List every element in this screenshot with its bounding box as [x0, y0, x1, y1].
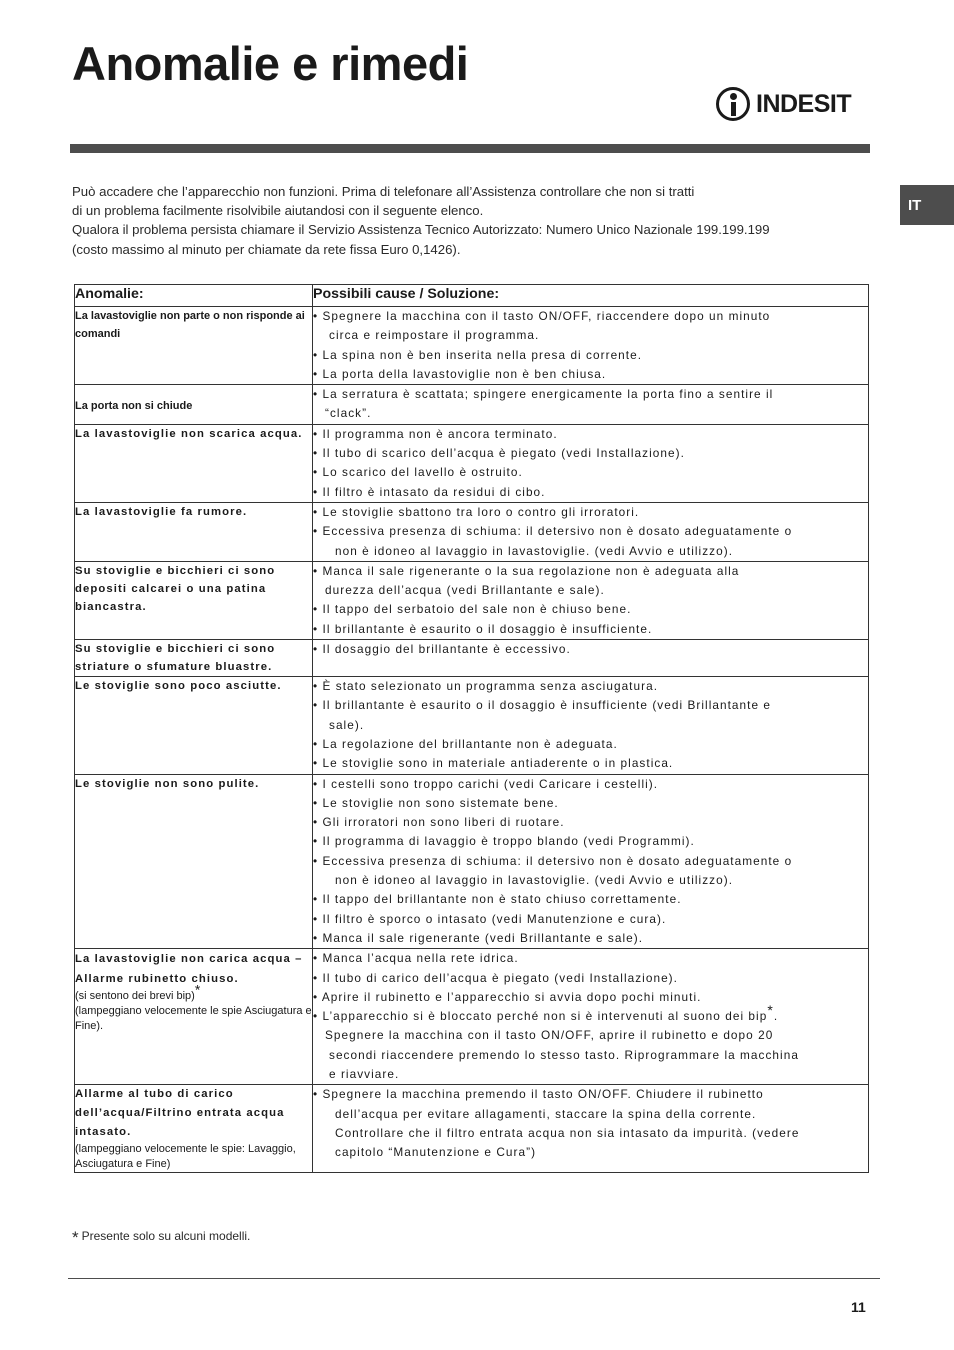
solution-line: • La regolazione del brillantante non è adeguata. [313, 736, 618, 751]
anomaly-note-text: (si sentono dei brevi bip) [75, 990, 195, 1003]
header-anomalie: Anomalie: [75, 285, 313, 307]
solution-line: • Le stoviglie sbattono tra loro o contro gli irroratori. [313, 504, 640, 519]
asterisk-mark: * [767, 1002, 774, 1019]
footnote-asterisk: * [72, 1228, 79, 1247]
anomaly-note: (lampeggiano velocemente le spie: Lavaggio, Asciugatura e Fine) [75, 1143, 296, 1171]
solution-line: • La serratura è scattata; spingere energicamente la porta fino a sentire il [313, 387, 774, 402]
solution-line: dell’acqua per evitare allagamenti, staccare la spina della corrente. [335, 1106, 757, 1121]
solution-line: • Gli irroratori non sono liberi di ruotare. [313, 815, 565, 830]
intro-line: Qualora il problema persista chiamare il Servizio Assistenza Tecnico Autorizzato: Numero Unico Nazionale 199.199.199 [72, 222, 770, 238]
anomaly-cell [75, 677, 313, 774]
solution-line: non è idoneo al lavaggio in lavastoviglie. (vedi Avvio e utilizzo). [335, 873, 734, 888]
solution-line: • La spina non è ben inserita nella presa di corrente. [313, 347, 643, 362]
solution-cell [313, 424, 869, 502]
solution-line: • Manca l’acqua nella rete idrica. [313, 951, 519, 966]
solution-cell [313, 677, 869, 774]
anomaly-text: La lavastoviglie non carica acqua – Allarme rubinetto chiuso. [75, 953, 303, 986]
solution-line: • Lo scarico del lavello è ostruito. [313, 465, 523, 480]
footnote [72, 1228, 250, 1248]
anomaly-cell [75, 307, 313, 385]
solution-line: • Le stoviglie sono in materiale antiaderente o in plastica. [313, 756, 674, 771]
table-row [75, 774, 869, 949]
solution-line: capitolo “Manutenzione e Cura”) [335, 1145, 537, 1160]
anomaly-text: Su stoviglie e bicchieri ci sono depositi calcarei o una patina biancastra. [75, 564, 276, 613]
solution-line: Controllare che il filtro entrata acqua non sia intasato da impurità. (vedere [335, 1125, 800, 1140]
table-header-row [75, 285, 869, 307]
logo-i-icon [716, 87, 750, 121]
solution-line [313, 1002, 868, 1026]
anomaly-text: La lavastoviglie fa rumore. [75, 505, 248, 518]
solution-cell [313, 640, 869, 677]
solution-line: sale). [329, 717, 365, 732]
solution-line-tail: . [773, 1009, 779, 1024]
anomaly-cell [75, 561, 313, 639]
anomaly-text: La lavastoviglie non scarica acqua. [75, 427, 303, 440]
solution-line: • Il tubo di carico dell’acqua è piegato (vedi Installazione). [313, 970, 678, 985]
anomaly-cell [75, 949, 313, 1085]
solution-line: • Il programma di lavaggio è troppo blando (vedi Programmi). [313, 834, 695, 849]
solution-line: • Spegnere la macchina premendo il tasto ON/OFF. Chiudere il rubinetto [313, 1087, 764, 1102]
solution-line: • Manca il sale rigenerante (vedi Brillantante e sale). [313, 930, 644, 945]
anomaly-cell [75, 502, 313, 561]
table-row [75, 561, 869, 639]
table-row [75, 677, 869, 774]
intro-text [72, 182, 872, 259]
solution-line: • Il dosaggio del brillantante è eccessivo. [313, 642, 571, 657]
table-row [75, 385, 869, 425]
indesit-logo [716, 84, 851, 124]
solution-line: • Il tubo di scarico dell’acqua è piegato (vedi Installazione). [313, 446, 685, 461]
solution-line: • Il programma non è ancora terminato. [313, 426, 558, 441]
solution-line: • Il brillantante è esaurito o il dosaggio è insufficiente. [313, 621, 653, 636]
table-row [75, 1085, 869, 1173]
solution-line: Spegnere la macchina con il tasto ON/OFF, aprire il rubinetto e dopo 20 [325, 1028, 774, 1043]
language-tab: IT [900, 185, 954, 225]
anomaly-note [75, 981, 312, 1004]
solution-line: • È stato selezionato un programma senza asciugatura. [313, 679, 659, 694]
footer-divider [68, 1278, 880, 1279]
solution-cell [313, 502, 869, 561]
solution-line: • Il tappo del serbatoio del sale non è chiuso bene. [313, 602, 632, 617]
solution-line: • Il filtro è sporco o intasato (vedi Manutenzione e cura). [313, 911, 667, 926]
solution-cell [313, 949, 869, 1085]
solution-line: “clack”. [325, 406, 372, 421]
anomaly-text: Allarme al tubo di carico dell’acqua/Filtrino entrata acqua intasato. [75, 1088, 285, 1139]
solution-cell [313, 385, 869, 425]
footnote-text: Presente solo su alcuni modelli. [81, 1229, 251, 1243]
solution-line: non è idoneo al lavaggio in lavastoviglie. (vedi Avvio e utilizzo). [335, 543, 734, 558]
table-row [75, 640, 869, 677]
page-title: Anomalie e rimedi [72, 37, 469, 90]
anomaly-text: La porta non si chiude [75, 399, 193, 412]
table-row [75, 424, 869, 502]
anomaly-text: Le stoviglie non sono pulite. [75, 777, 260, 790]
solution-cell [313, 561, 869, 639]
solution-line: • Il tappo del brillantante non è stato chiuso correttamente. [313, 892, 682, 907]
intro-line: di un problema facilmente risolvibile aiutandosi con il seguente elenco. [72, 203, 484, 219]
solution-line: circa e reimpostare il programma. [329, 328, 540, 343]
solution-cell [313, 307, 869, 385]
anomaly-cell [75, 1085, 313, 1173]
table-row [75, 307, 869, 385]
anomaly-text: Le stoviglie sono poco asciutte. [75, 680, 282, 693]
intro-line: Può accadere che l’apparecchio non funzioni. Prima di telefonare all’Assistenza controllare che non si tratti [72, 184, 695, 199]
table-row [75, 502, 869, 561]
header-cause: Possibili cause / Soluzione: [313, 285, 869, 307]
anomaly-cell [75, 385, 313, 425]
anomaly-cell [75, 774, 313, 949]
solution-line: • I cestelli sono troppo carichi (vedi Caricare i cestelli). [313, 776, 659, 791]
troubleshooting-table [74, 284, 869, 1173]
solution-cell [313, 1085, 869, 1173]
solution-line: • Il brillantante è esaurito o il dosaggio è insufficiente (vedi Brillantante e [313, 698, 772, 713]
solution-cell [313, 774, 869, 949]
anomaly-note: (lampeggiano velocemente le spie Asciugatura e Fine). [75, 1005, 312, 1033]
solution-line: • Manca il sale rigenerante o la sua regolazione non è adeguata alla [313, 563, 740, 578]
solution-line: • Le stoviglie non sono sistemate bene. [313, 795, 559, 810]
anomaly-cell [75, 640, 313, 677]
intro-line: (costo massimo al minuto per chiamate da rete fissa Euro 0,1426). [72, 241, 461, 257]
solution-line-text: • L’apparecchio si è bloccato perché non si è intervenuti al suono dei bip [313, 1009, 768, 1024]
solution-line: • Spegnere la macchina con il tasto ON/OFF, riaccendere dopo un minuto [313, 309, 771, 323]
solution-line: • Il filtro è intasato da residui di cibo. [313, 484, 546, 499]
asterisk-mark: * [194, 981, 201, 998]
header-divider [70, 144, 870, 153]
anomaly-text: La lavastoviglie non parte o non risponde ai comandi [75, 310, 305, 340]
solution-line: • La porta della lavastoviglie non è ben chiusa. [313, 366, 607, 381]
solution-line: • Aprire il rubinetto e l’apparecchio si avvia dopo pochi minuti. [313, 989, 702, 1004]
solution-line: durezza dell’acqua (vedi Brillantante e sale). [325, 583, 605, 598]
page-number: 11 [851, 1299, 866, 1315]
solution-line: e riavviare. [329, 1066, 400, 1081]
solution-line: • Eccessiva presenza di schiuma: il detersivo non è dosato adeguatamente o [313, 524, 793, 539]
anomaly-text: Su stoviglie e bicchieri ci sono striature o sfumature bluastre. [75, 643, 276, 674]
logo-text: INDESIT [756, 89, 852, 118]
anomaly-cell [75, 424, 313, 502]
solution-line: • Eccessiva presenza di schiuma: il detersivo non è dosato adeguatamente o [313, 853, 793, 868]
table-row [75, 949, 869, 1085]
solution-line: secondi riaccendere premendo lo stesso tasto. Riprogrammare la macchina [329, 1047, 799, 1062]
